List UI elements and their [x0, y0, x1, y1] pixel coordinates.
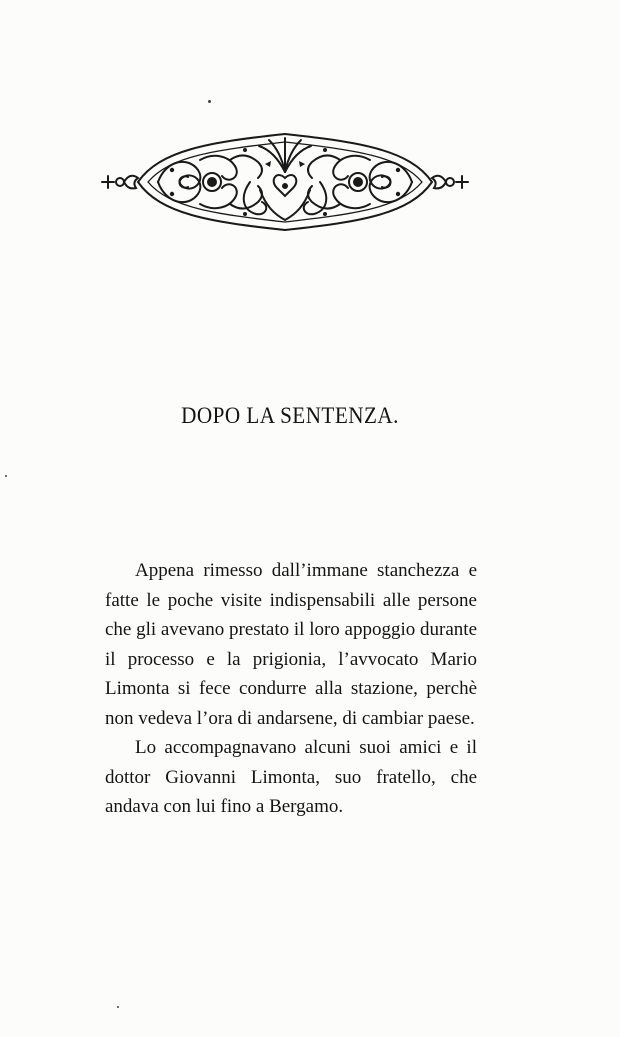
chapter-title: DOPO LA SENTENZA. — [181, 403, 399, 428]
print-speck — [117, 1006, 119, 1008]
print-speck — [208, 100, 211, 103]
paragraph: Lo accompagnavano alcuni suoi amici e il dottor Giovanni Limonta, suo fratello, che andava con lui fino a Bergamo. — [105, 737, 477, 817]
paragraph: Appena rimesso dall’immane stanchezza e fatte le poche visite indispensabili alle persone che gli avevano prestato il loro appoggio durante il processo e la prigionia, l’avvocato Mario Limonta si fece condurre alla stazione, perchè non vedeva l’ora di andarsene, di cambiar paese. — [105, 560, 477, 729]
headpiece-ornament-icon — [100, 120, 470, 235]
chapter-body — [105, 556, 477, 822]
print-speck — [5, 475, 7, 477]
